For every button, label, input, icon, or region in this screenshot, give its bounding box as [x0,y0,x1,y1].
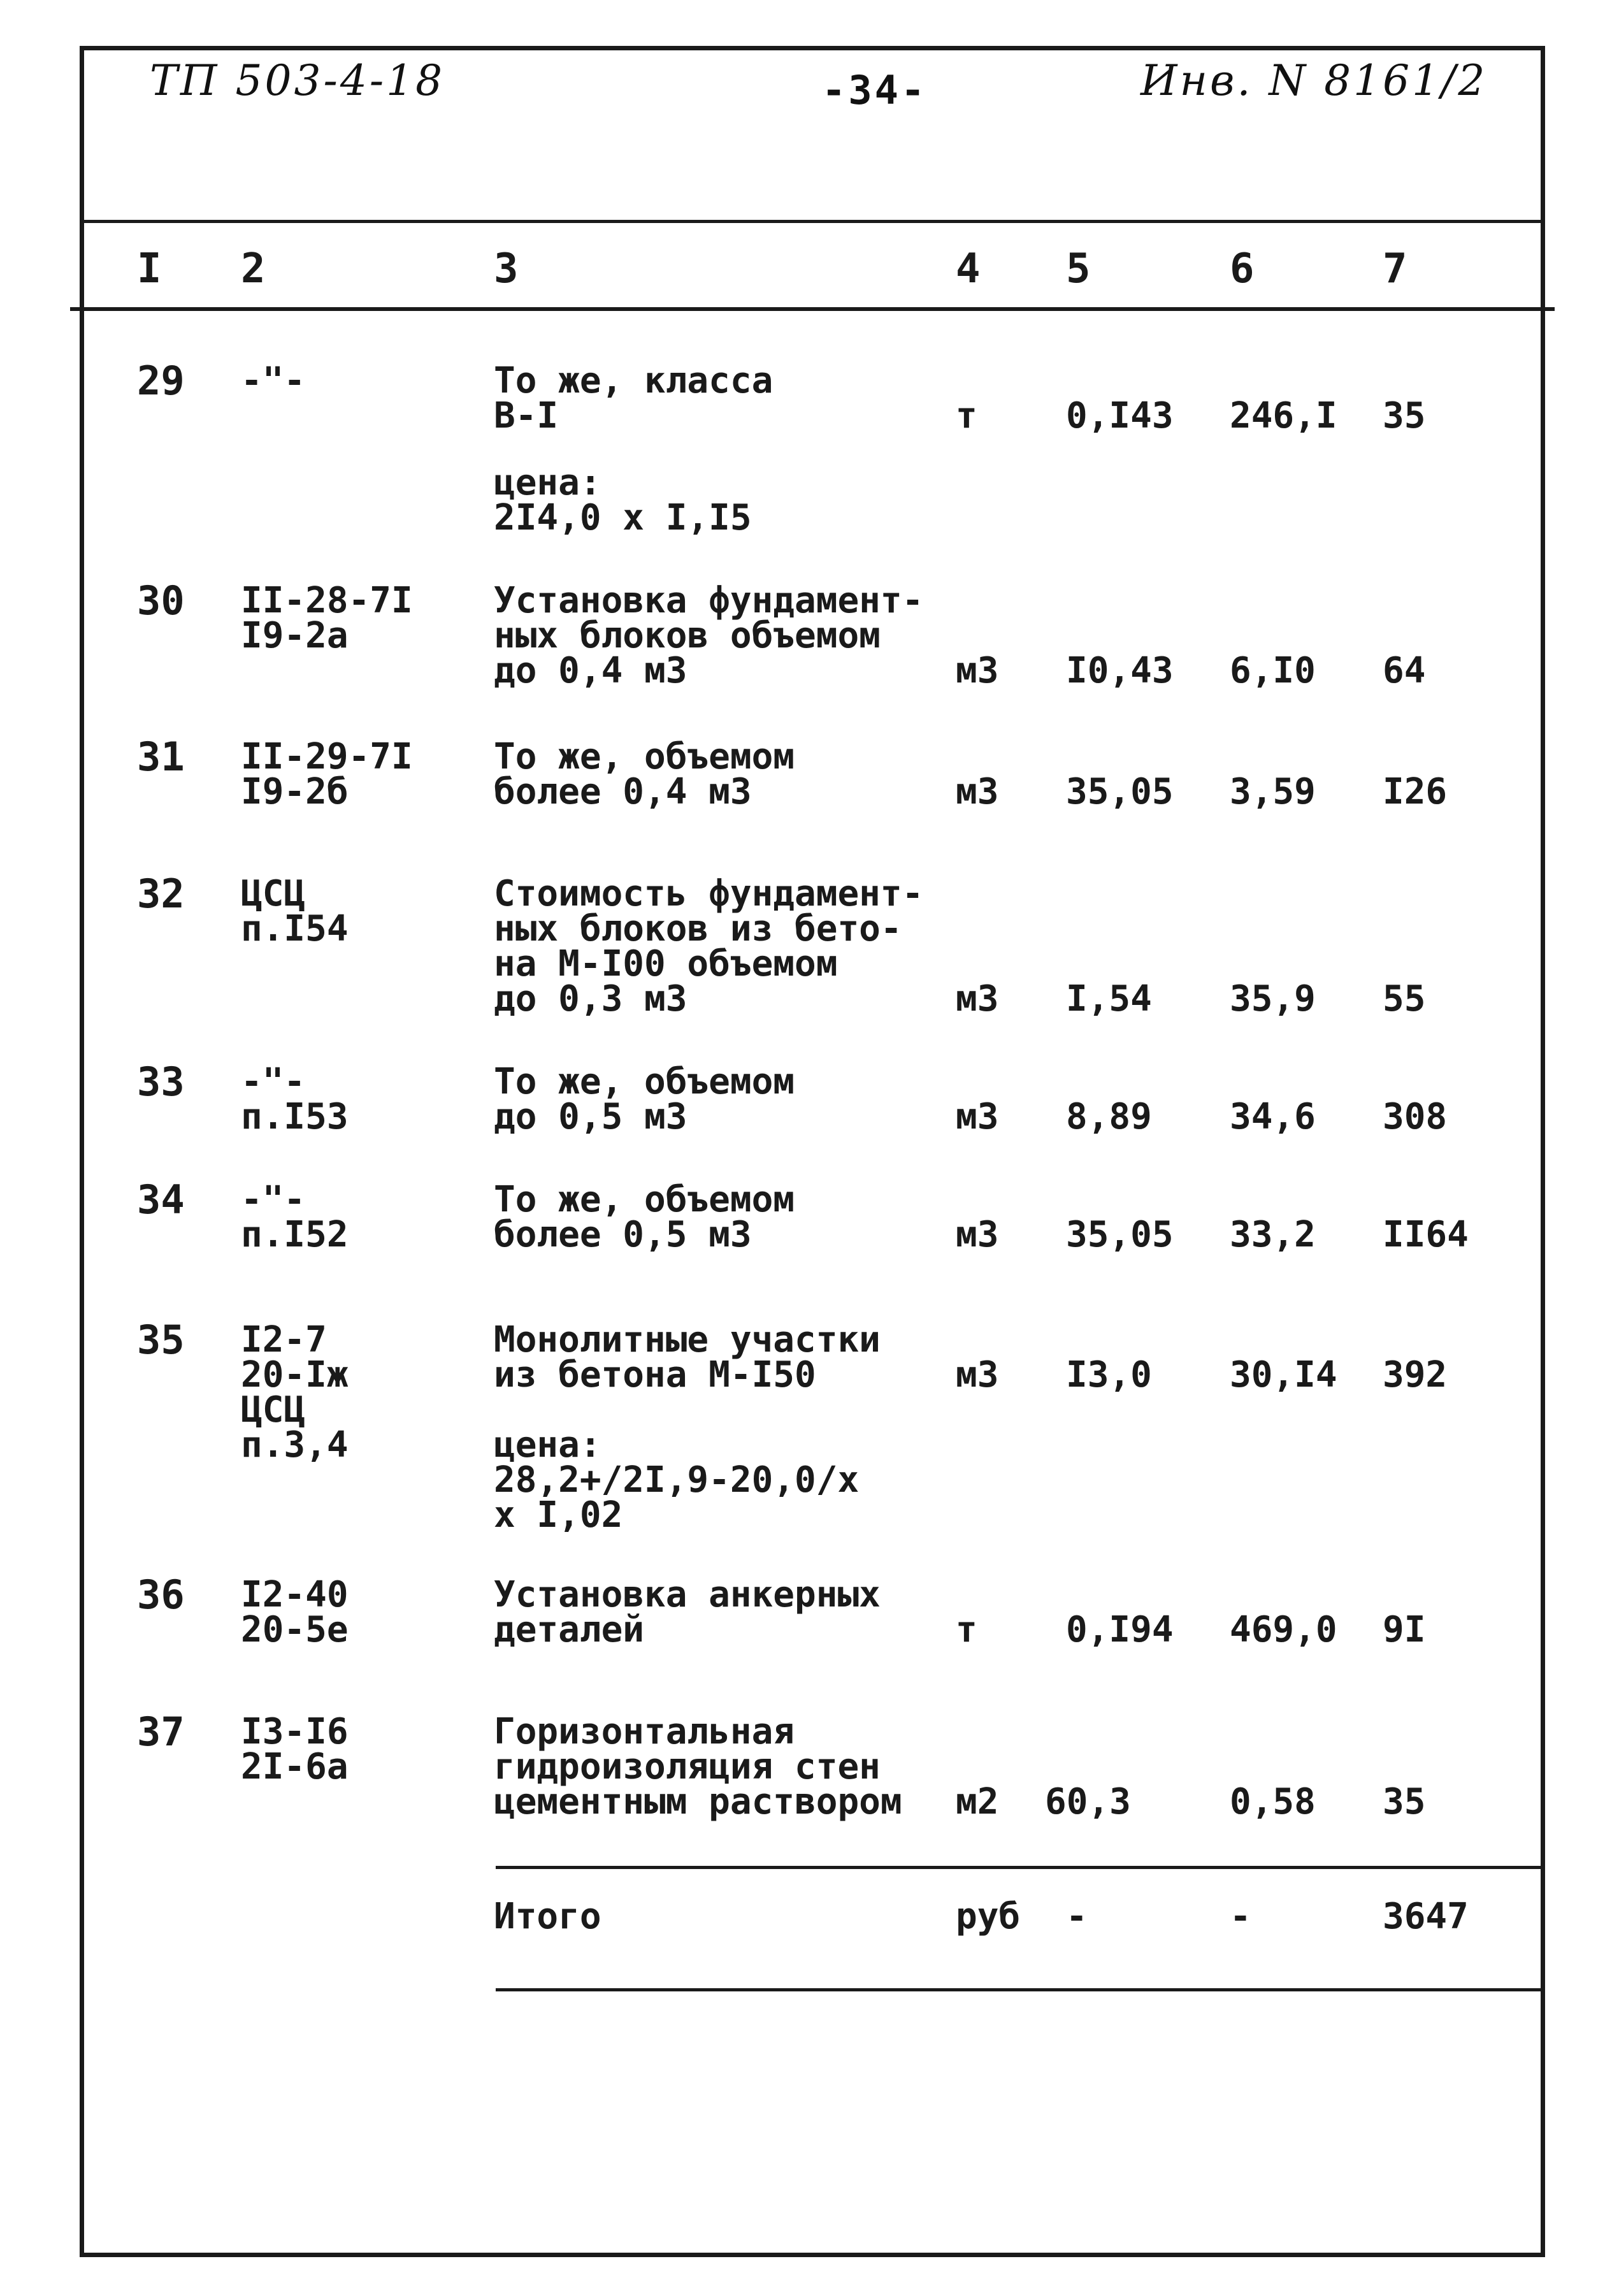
row-code: -"- [241,360,306,401]
row-total: 64 [1383,650,1426,691]
row-quantity: 8,89 [1066,1096,1152,1137]
row-price: 33,2 [1230,1214,1316,1255]
column-header-4: 4 [956,245,981,292]
total-amount: 3647 [1383,1896,1469,1937]
row-code: II-29-7I I9-2б [241,736,413,812]
row-quantity: I0,43 [1066,650,1174,691]
row-price-note: цена: 2I4,0 x I,I5 [494,462,752,538]
column-header-6: 6 [1230,245,1255,292]
row-total: 9I [1383,1609,1426,1650]
row-quantity: 0,I43 [1066,395,1174,437]
total-price: - [1230,1896,1251,1937]
row-description: То же, класса В-I [494,360,774,437]
row-price: 0,58 [1230,1781,1316,1823]
row-unit: т [956,1609,977,1650]
row-description: То же, объемом более 0,4 м3 [494,736,795,812]
row-unit: м2 [956,1781,999,1823]
row-price: 34,6 [1230,1096,1316,1137]
row-description: Стоимость фундамент- ных блоков из бето- на М-I00 объемом до 0,3 м3 [494,873,924,1020]
row-code: ЦСЦ п.I54 [241,873,349,949]
row-price: 6,I0 [1230,650,1316,691]
row-number: 33 [137,1058,185,1105]
row-unit: м3 [956,771,999,812]
row-quantity: 35,05 [1066,1214,1174,1255]
row-total: 35 [1383,1781,1426,1823]
total-unit: руб [956,1896,1021,1937]
row-description: Монолитные участки из бетона М-I50 [494,1319,881,1396]
row-number: 29 [137,357,185,404]
row-description: То же, объемом до 0,5 м3 [494,1061,795,1137]
row-quantity: 35,05 [1066,771,1174,812]
row-unit: м3 [956,1214,999,1255]
total-quantity: - [1066,1896,1088,1937]
row-description: То же, объемом более 0,5 м3 [494,1179,795,1255]
row-code: II-28-7I I9-2а [241,580,413,656]
row-code: I3-I6 2I-6а [241,1711,349,1787]
column-header-divider [70,307,1555,311]
row-total: I26 [1383,771,1448,812]
row-price-note: цена: 28,2+/2I,9-20,0/x x I,02 [494,1424,860,1536]
column-header-3: 3 [494,245,519,292]
row-unit: м3 [956,1096,999,1137]
row-total: 308 [1383,1096,1448,1137]
row-total: 35 [1383,395,1426,437]
row-price: 246,I [1230,395,1337,437]
row-code: I2-7 20-Iж ЦСЦ п.3,4 [241,1319,349,1466]
row-description: Установка фундамент- ных блоков объемом до 0,4 м3 [494,580,924,691]
row-number: 36 [137,1571,185,1618]
total-divider-bottom [496,1988,1545,1991]
row-unit: м3 [956,1354,999,1396]
row-unit: м3 [956,978,999,1020]
row-number: 35 [137,1317,185,1363]
document-code: ТП 503-4-18 [150,56,445,105]
row-price: 3,59 [1230,771,1316,812]
column-header-1: I [137,245,162,292]
row-total: 392 [1383,1354,1448,1396]
inventory-number: Инв. N 8161/2 [1140,56,1488,105]
row-description: Горизонтальная гидроизоляция стен цементным раствором [494,1711,902,1823]
row-number: 32 [137,870,185,917]
row-code: I2-40 20-5е [241,1574,349,1650]
row-price: 35,9 [1230,978,1316,1020]
header-divider [80,220,1545,223]
column-header-2: 2 [241,245,266,292]
row-quantity: 60,3 [1045,1781,1131,1823]
row-quantity: I3,0 [1066,1354,1152,1396]
row-number: 31 [137,733,185,780]
row-description: Установка анкерных деталей [494,1574,881,1650]
row-code: -"- п.I52 [241,1179,349,1255]
column-header-5: 5 [1066,245,1091,292]
row-number: 30 [137,577,185,624]
row-total: II64 [1383,1214,1469,1255]
total-label: Итого [494,1896,601,1937]
total-divider-top [496,1866,1545,1869]
row-number: 34 [137,1176,185,1223]
page-number: -34- [822,67,928,113]
row-quantity: I,54 [1066,978,1152,1020]
row-price: 30,I4 [1230,1354,1337,1396]
row-number: 37 [137,1708,185,1755]
row-quantity: 0,I94 [1066,1609,1174,1650]
row-unit: т [956,395,977,437]
column-header-7: 7 [1383,245,1407,292]
row-code: -"- п.I53 [241,1061,349,1137]
row-unit: м3 [956,650,999,691]
row-price: 469,0 [1230,1609,1337,1650]
row-total: 55 [1383,978,1426,1020]
